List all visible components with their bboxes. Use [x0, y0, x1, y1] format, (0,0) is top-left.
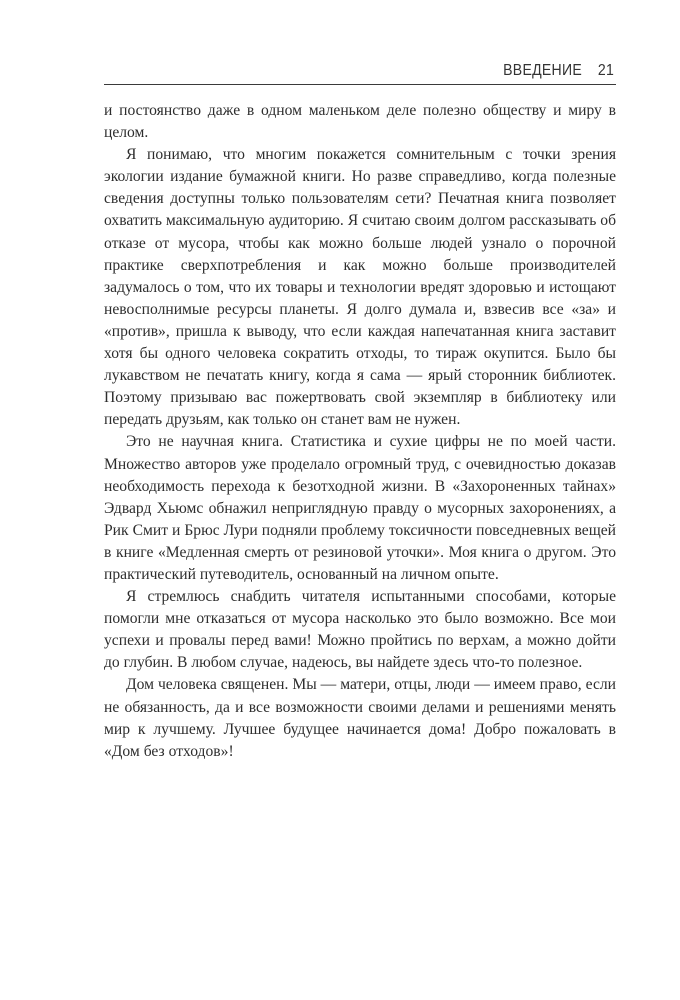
page-number: 21	[597, 62, 614, 79]
running-head	[503, 62, 614, 80]
paragraph: Дом человека священен. Мы — матери, отцы, люди — имеем право, если не обязанность, да и все возможности своими делами и решениями менять мир к лучшему. Лучшее будущее начинается дома! Добро пожаловать в «Дом без отходов»!	[104, 676, 616, 760]
section-title: ВВЕДЕНИЕ	[503, 62, 582, 79]
paragraph: и постоянство даже в одном маленьком деле полезно обществу и миру в целом.	[104, 102, 616, 142]
body-text	[104, 100, 616, 763]
paragraph: Это не научная книга. Статистика и сухие цифры не по моей части. Множество авторов уже проделало огромный труд, с очевидностью доказав необходимость перехода к безотходной жизни. В «Захороненных тайнах» Эдвард Хьюмс обнажил неприглядную правду о мусорных захоронениях, а Рик Смит и Брюс Лури подняли проблему токсичности повседневных вещей в книге «Медленная смерть от резиновой уточки». Моя книга о другом. Это практический путеводитель, основанный на личном опыте.	[104, 433, 616, 583]
header-rule	[104, 84, 616, 85]
paragraph: Я понимаю, что многим покажется сомнительным с точки зрения экологии издание бумажной книги. Но разве справедливо, когда полезные сведения доступны только пользователям сети? Печатная книга позволяет охватить максимальную аудиторию. Я считаю своим долгом рассказывать об отказе от мусора, чтобы как можно больше людей узнало о порочной практике сверхпотребления и как можно больше производителей задумалось о том, что их товары и технологии вредят здоровью и истощают невосполнимые ресурсы планеты. Я долго думала и, взвесив все «за» и «против», пришла к выводу, что если каждая напечатанная книга заставит хотя бы одного человека сократить отходы, то тираж окупится. Было бы лукавством не печатать книгу, когда я сама — ярый сторонник библиотек. Поэтому призываю вас пожертвовать свой экземпляр в библиотеку или передать друзьям, как только он станет вам не нужен.	[104, 146, 616, 429]
paragraph: Я стремлюсь снабдить читателя испытанными способами, которые помогли мне отказаться от мусора насколько это было возможно. Все мои успехи и провалы перед вами! Можно пройтись по верхам, а можно дойти до глубин. В любом случае, надеюсь, вы найдете здесь что-то полезное.	[104, 588, 616, 672]
